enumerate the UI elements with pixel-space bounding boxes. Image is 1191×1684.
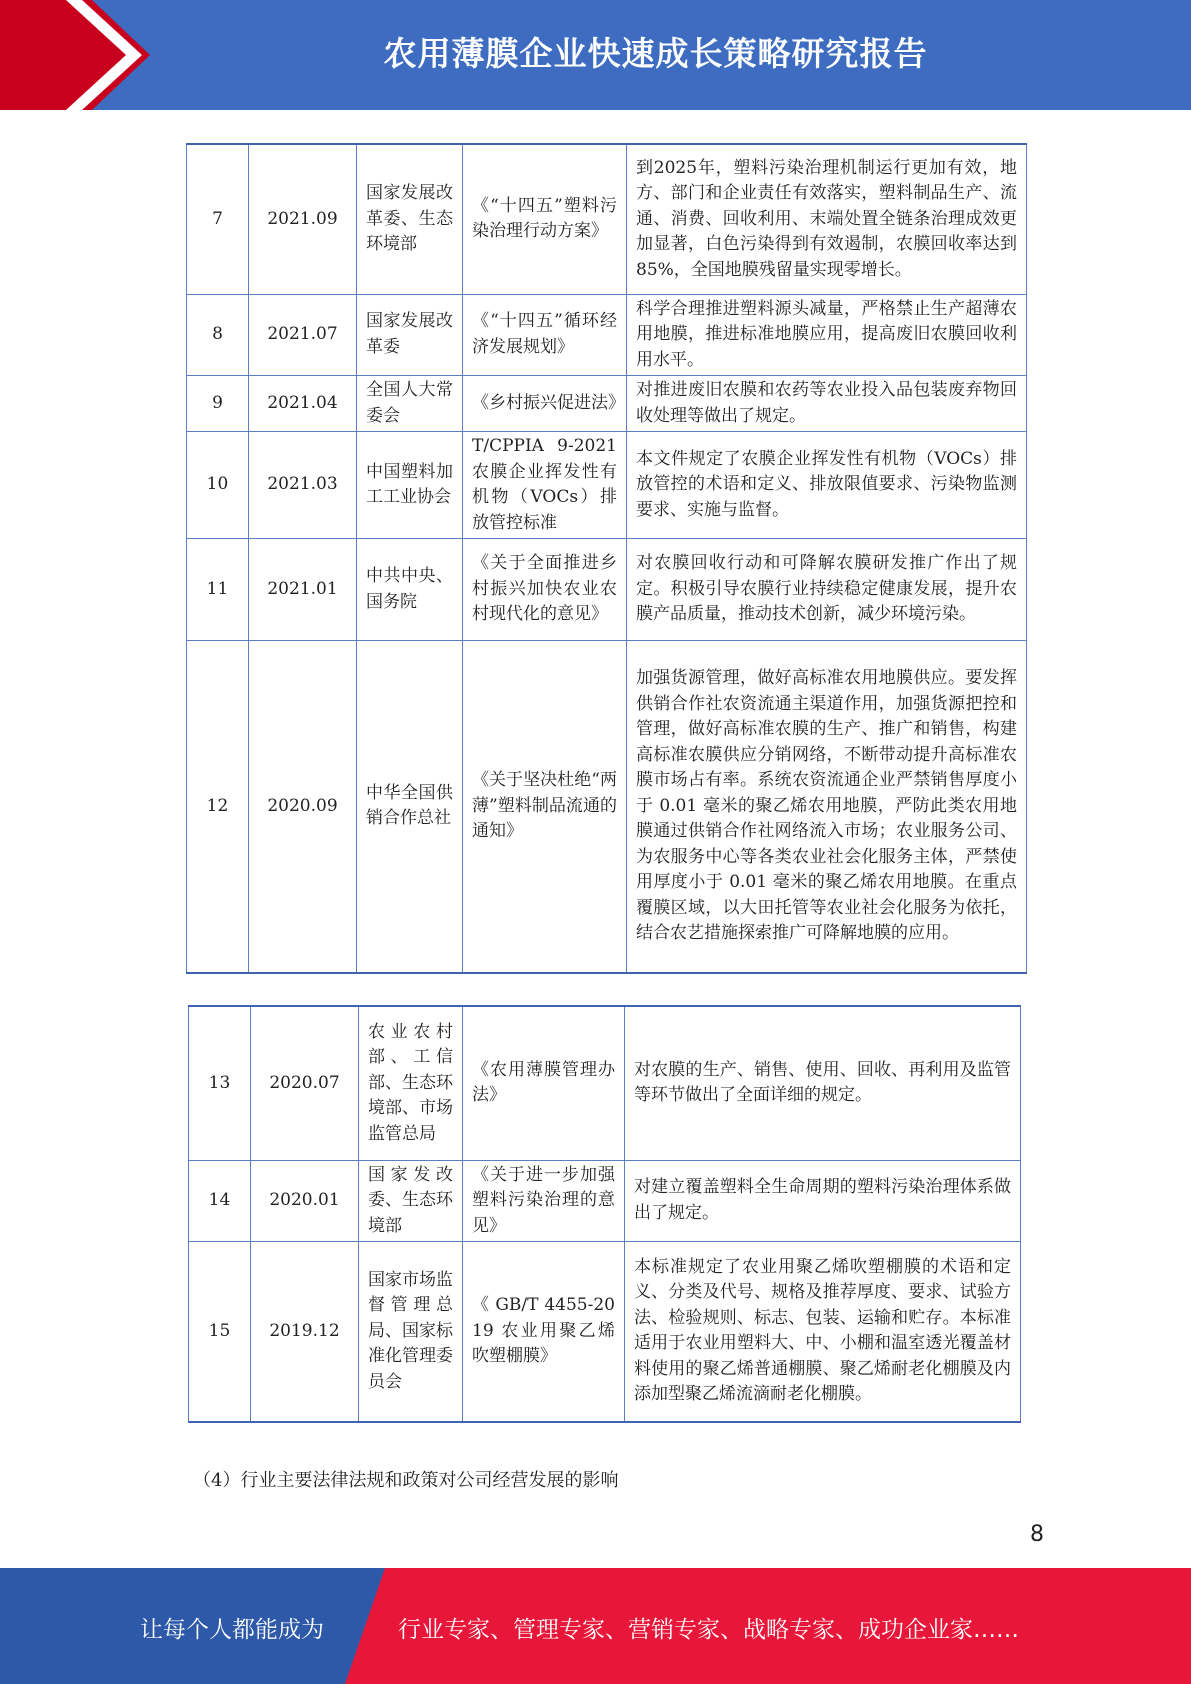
row-date: 2021.07 [249, 294, 357, 376]
row-department: 中国塑料加工工业协会 [357, 432, 463, 539]
row-date: 2020.01 [251, 1160, 359, 1242]
row-number: 14 [189, 1160, 251, 1242]
section-heading: （4）行业主要法律法规和政策对公司经营发展的影响 [193, 1470, 619, 1491]
table-row [189, 1160, 1021, 1242]
row-description: 对农膜的生产、销售、使用、回收、再利用及监管等环节做出了全面详细的规定。 [625, 1006, 1021, 1160]
row-document: 《“十四五”循环经济发展规划》 [463, 294, 627, 376]
row-number: 13 [189, 1006, 251, 1160]
row-department: 国家市场监督管理总局、国家标准化管理委员会 [359, 1242, 463, 1422]
row-document: T/CPPIA 9-2021 农膜企业挥发性有机物（VOCs）排放管控标准 [463, 432, 627, 539]
policy-table-2 [188, 1005, 1021, 1423]
table-row [187, 539, 1027, 641]
row-document: 《农用薄膜管理办法》 [463, 1006, 625, 1160]
page-number: 8 [1030, 1522, 1044, 1547]
row-document: 《 GB/T 4455-2019 农业用聚乙烯吹塑棚膜》 [463, 1242, 625, 1422]
row-department: 全国人大常委会 [357, 376, 463, 432]
row-document: 《“十四五”塑料污染治理行动方案》 [463, 144, 627, 294]
row-description: 到2025年，塑料污染治理机制运行更加有效，地方、部门和企业责任有效落实，塑料制品生产、流通、消费、回收利用、末端处置全链条治理成效更加显著，白色污染得到有效遏制，农膜回收率达到 85%，全国地膜残留量实现零增长。 [627, 144, 1027, 294]
report-title: 农用薄膜企业快速成长策略研究报告 [383, 34, 928, 73]
row-description: 本标准规定了农业用聚乙烯吹塑棚膜的术语和定义、分类及代号、规格及推荐厚度、要求、试验方法、检验规则、标志、包装、运输和贮存。本标准适用于农业用塑料大、中、小棚和温室透光覆盖材料使用的聚乙烯普通棚膜、聚乙烯耐老化棚膜及内添加型聚乙烯流滴耐老化棚膜。 [625, 1242, 1021, 1422]
row-description: 本文件规定了农膜企业挥发性有机物（VOCs）排放管控的术语和定义、排放限值要求、污染物监测要求、实施与监督。 [627, 432, 1027, 539]
table-row [187, 294, 1027, 376]
footer-slogan-left: 让每个人都能成为 [140, 1617, 324, 1643]
row-date: 2021.01 [249, 539, 357, 641]
row-department: 中共中央、国务院 [357, 539, 463, 641]
row-date: 2021.04 [249, 376, 357, 432]
row-document: 《关于进一步加强塑料污染治理的意见》 [463, 1160, 625, 1242]
row-department: 国家发改委、生态环境部 [359, 1160, 463, 1242]
table-row [189, 1006, 1021, 1160]
row-department: 中华全国供销合作总社 [357, 641, 463, 973]
row-number: 9 [187, 376, 249, 432]
row-document: 《乡村振兴促进法》 [463, 376, 627, 432]
page-header [0, 0, 1191, 110]
row-number: 12 [187, 641, 249, 973]
row-number: 11 [187, 539, 249, 641]
footer-slogan-right: 行业专家、管理专家、营销专家、战略专家、成功企业家…… [398, 1617, 1019, 1643]
table-row [187, 641, 1027, 973]
row-description: 科学合理推进塑料源头减量，严格禁止生产超薄农用地膜，推进标准地膜应用，提高废旧农膜回收利用水平。 [627, 294, 1027, 376]
row-number: 15 [189, 1242, 251, 1422]
table-row [187, 144, 1027, 294]
policy-table-1 [186, 143, 1027, 974]
row-description: 对农膜回收行动和可降解农膜研发推广作出了规定。积极引导农膜行业持续稳定健康发展，提升农膜产品质量，推动技术创新，减少环境污染。 [627, 539, 1027, 641]
row-department: 农业农村部、工信部、生态环境部、市场监管总局 [359, 1006, 463, 1160]
row-description: 对建立覆盖塑料全生命周期的塑料污染治理体系做出了规定。 [625, 1160, 1021, 1242]
page-footer [0, 1568, 1191, 1684]
row-date: 2020.07 [251, 1006, 359, 1160]
row-date: 2020.09 [249, 641, 357, 973]
row-number: 10 [187, 432, 249, 539]
table-row [187, 432, 1027, 539]
row-number: 8 [187, 294, 249, 376]
row-department: 国家发展改革委、生态环境部 [357, 144, 463, 294]
row-department: 国家发展改革委 [357, 294, 463, 376]
row-date: 2019.12 [251, 1242, 359, 1422]
row-description: 加强货源管理，做好高标准农用地膜供应。要发挥供销合作社农资流通主渠道作用，加强货源把控和管理，做好高标准农膜的生产、推广和销售，构建高标准农膜供应分销网络，不断带动提升高标准农膜市场占有率。系统农资流通企业严禁销售厚度小于 0.01 毫米的聚乙烯农用地膜，严防此类农用地膜通过供销合作社网络流入市场；农业服务公司、为农服务中心等各类农业社会化服务主体，严禁使用厚度小于 0.01 毫米的聚乙烯农用地膜。在重点覆膜区域，以大田托管等农业社会化服务为依托，结合农艺措施探索推广可降解地膜的应用。 [627, 641, 1027, 973]
table-row [189, 1242, 1021, 1422]
row-document: 《关于坚决杜绝“两薄”塑料制品流通的通知》 [463, 641, 627, 973]
row-document: 《关于全面推进乡村振兴加快农业农村现代化的意见》 [463, 539, 627, 641]
row-number: 7 [187, 144, 249, 294]
row-date: 2021.09 [249, 144, 357, 294]
row-date: 2021.03 [249, 432, 357, 539]
row-description: 对推进废旧农膜和农药等农业投入品包装废弃物回收处理等做出了规定。 [627, 376, 1027, 432]
table-row [187, 376, 1027, 432]
